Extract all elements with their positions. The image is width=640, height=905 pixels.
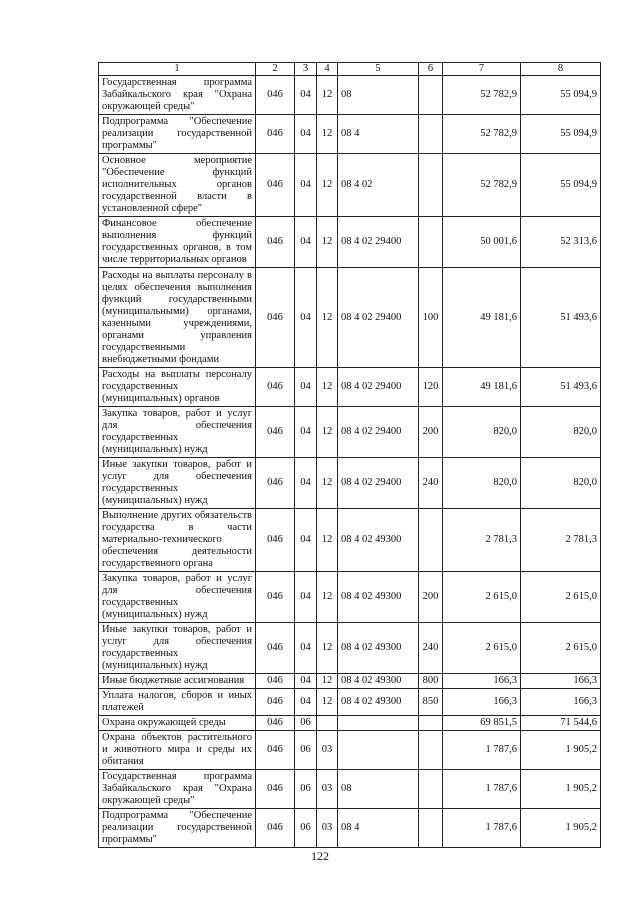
row-name-cell: Подпрограмма "Обеспечение реализации государственной программы" xyxy=(99,115,256,154)
row-amount-next-cell: 55 094,9 xyxy=(521,115,601,154)
row-amount-next-cell: 1 905,2 xyxy=(521,809,601,848)
row-amount-next-cell: 51 493,6 xyxy=(521,268,601,368)
row-subsection-cell: 12 xyxy=(317,674,338,689)
row-section-cell: 06 xyxy=(295,770,317,809)
row-amount-cell: 820,0 xyxy=(443,458,521,509)
row-subsection-cell: 12 xyxy=(317,154,338,217)
row-section-cell: 04 xyxy=(295,217,317,268)
page-number: 122 xyxy=(311,849,329,863)
row-section-cell: 04 xyxy=(295,689,317,716)
column-header: 5 xyxy=(338,63,419,76)
row-amount-cell: 2 781,3 xyxy=(443,509,521,572)
table-row xyxy=(99,623,601,674)
row-name-cell: Закупка товаров, работ и услуг для обеспечения государственных (муниципальных) нужд xyxy=(99,407,256,458)
row-expense-type-cell: 800 xyxy=(419,674,443,689)
row-section-cell: 04 xyxy=(295,509,317,572)
row-subsection-cell: 12 xyxy=(317,368,338,407)
row-expense-type-cell: 240 xyxy=(419,458,443,509)
row-expense-type-cell xyxy=(419,731,443,770)
row-target-article-cell: 08 4 02 49300 xyxy=(338,509,419,572)
row-expense-type-cell xyxy=(419,509,443,572)
row-amount-cell: 2 615,0 xyxy=(443,623,521,674)
column-header: 4 xyxy=(317,63,338,76)
row-subsection-cell: 12 xyxy=(317,76,338,115)
row-amount-next-cell: 820,0 xyxy=(521,407,601,458)
table-row xyxy=(99,268,601,368)
row-name-cell: Расходы на выплаты персоналу государственных (муниципальных) органов xyxy=(99,368,256,407)
row-code-cell: 046 xyxy=(256,623,295,674)
table-row xyxy=(99,572,601,623)
row-target-article-cell: 08 4 xyxy=(338,115,419,154)
row-subsection-cell: 12 xyxy=(317,115,338,154)
row-target-article-cell: 08 xyxy=(338,76,419,115)
column-header: 8 xyxy=(521,63,601,76)
table-row xyxy=(99,154,601,217)
column-header: 3 xyxy=(295,63,317,76)
budget-table xyxy=(98,62,601,848)
row-target-article-cell: 08 4 02 29400 xyxy=(338,217,419,268)
row-code-cell: 046 xyxy=(256,268,295,368)
row-code-cell: 046 xyxy=(256,407,295,458)
row-name-cell: Расходы на выплаты персоналу в целях обеспечения выполнения функций государственными (муниципальными) органами, казенными учреждениями, органами управления государственными внебюджетными фондами xyxy=(99,268,256,368)
row-code-cell: 046 xyxy=(256,217,295,268)
row-amount-cell: 166,3 xyxy=(443,689,521,716)
row-amount-cell: 1 787,6 xyxy=(443,770,521,809)
row-name-cell: Финансовое обеспечение выполнения функций государственных органов, в том числе территориальных органов xyxy=(99,217,256,268)
row-name-cell: Закупка товаров, работ и услуг для обеспечения государственных (муниципальных) нужд xyxy=(99,572,256,623)
row-amount-cell: 49 181,6 xyxy=(443,368,521,407)
table-row xyxy=(99,509,601,572)
row-expense-type-cell: 200 xyxy=(419,572,443,623)
column-header: 2 xyxy=(256,63,295,76)
row-code-cell: 046 xyxy=(256,115,295,154)
row-code-cell: 046 xyxy=(256,76,295,115)
row-expense-type-cell xyxy=(419,154,443,217)
table-row xyxy=(99,674,601,689)
row-code-cell: 046 xyxy=(256,509,295,572)
row-section-cell: 06 xyxy=(295,716,317,731)
row-code-cell: 046 xyxy=(256,716,295,731)
table-row xyxy=(99,731,601,770)
row-expense-type-cell: 200 xyxy=(419,407,443,458)
column-header: 6 xyxy=(419,63,443,76)
row-expense-type-cell: 850 xyxy=(419,689,443,716)
row-target-article-cell: 08 4 02 49300 xyxy=(338,572,419,623)
row-amount-next-cell: 52 313,6 xyxy=(521,217,601,268)
row-section-cell: 04 xyxy=(295,407,317,458)
row-name-cell: Государственная программа Забайкальского края "Охрана окружающей среды" xyxy=(99,76,256,115)
row-code-cell: 046 xyxy=(256,689,295,716)
row-subsection-cell: 03 xyxy=(317,770,338,809)
row-name-cell: Выполнение других обязательств государства в части материально-технического обеспечения деятельности государственного органа xyxy=(99,509,256,572)
row-amount-next-cell: 820,0 xyxy=(521,458,601,509)
row-target-article-cell xyxy=(338,731,419,770)
row-expense-type-cell xyxy=(419,716,443,731)
row-subsection-cell: 12 xyxy=(317,268,338,368)
row-target-article-cell: 08 4 02 49300 xyxy=(338,623,419,674)
row-amount-next-cell: 1 905,2 xyxy=(521,770,601,809)
row-subsection-cell: 12 xyxy=(317,509,338,572)
row-code-cell: 046 xyxy=(256,770,295,809)
row-amount-cell: 820,0 xyxy=(443,407,521,458)
row-amount-cell: 49 181,6 xyxy=(443,268,521,368)
row-code-cell: 046 xyxy=(256,674,295,689)
row-name-cell: Охрана объектов растительного и животного мира и среды их обитания xyxy=(99,731,256,770)
row-section-cell: 04 xyxy=(295,115,317,154)
row-subsection-cell: 03 xyxy=(317,809,338,848)
row-subsection-cell: 12 xyxy=(317,407,338,458)
row-amount-next-cell: 2 781,3 xyxy=(521,509,601,572)
row-expense-type-cell: 120 xyxy=(419,368,443,407)
table-row xyxy=(99,689,601,716)
table-row xyxy=(99,407,601,458)
row-amount-next-cell: 166,3 xyxy=(521,674,601,689)
table-row xyxy=(99,368,601,407)
row-amount-cell: 50 001,6 xyxy=(443,217,521,268)
row-section-cell: 04 xyxy=(295,268,317,368)
row-code-cell: 046 xyxy=(256,731,295,770)
row-target-article-cell xyxy=(338,716,419,731)
row-section-cell: 04 xyxy=(295,674,317,689)
row-amount-next-cell: 1 905,2 xyxy=(521,731,601,770)
row-amount-next-cell: 166,3 xyxy=(521,689,601,716)
row-code-cell: 046 xyxy=(256,572,295,623)
row-subsection-cell: 12 xyxy=(317,572,338,623)
row-target-article-cell: 08 4 02 29400 xyxy=(338,458,419,509)
row-expense-type-cell xyxy=(419,76,443,115)
row-name-cell: Основное мероприятие "Обеспечение функций исполнительных органов государственной власти в установленной сфере" xyxy=(99,154,256,217)
row-amount-next-cell: 2 615,0 xyxy=(521,623,601,674)
row-target-article-cell: 08 4 02 29400 xyxy=(338,368,419,407)
row-amount-next-cell: 2 615,0 xyxy=(521,572,601,623)
row-name-cell: Подпрограмма "Обеспечение реализации государственной программы" xyxy=(99,809,256,848)
row-amount-cell: 166,3 xyxy=(443,674,521,689)
row-section-cell: 06 xyxy=(295,809,317,848)
row-expense-type-cell xyxy=(419,770,443,809)
row-name-cell: Государственная программа Забайкальского края "Охрана окружающей среды" xyxy=(99,770,256,809)
row-section-cell: 04 xyxy=(295,458,317,509)
row-section-cell: 04 xyxy=(295,623,317,674)
row-code-cell: 046 xyxy=(256,458,295,509)
table-row xyxy=(99,76,601,115)
row-section-cell: 04 xyxy=(295,368,317,407)
row-target-article-cell: 08 4 xyxy=(338,809,419,848)
row-amount-cell: 52 782,9 xyxy=(443,115,521,154)
row-code-cell: 046 xyxy=(256,809,295,848)
row-amount-next-cell: 55 094,9 xyxy=(521,154,601,217)
table-header-row xyxy=(99,63,601,76)
row-amount-cell: 1 787,6 xyxy=(443,809,521,848)
row-subsection-cell: 12 xyxy=(317,689,338,716)
row-name-cell: Иные бюджетные ассигнования xyxy=(99,674,256,689)
table-row xyxy=(99,770,601,809)
column-header: 7 xyxy=(443,63,521,76)
row-expense-type-cell xyxy=(419,115,443,154)
row-section-cell: 04 xyxy=(295,572,317,623)
row-target-article-cell: 08 4 02 49300 xyxy=(338,674,419,689)
row-amount-cell: 52 782,9 xyxy=(443,76,521,115)
row-subsection-cell: 12 xyxy=(317,623,338,674)
row-target-article-cell: 08 4 02 xyxy=(338,154,419,217)
row-section-cell: 06 xyxy=(295,731,317,770)
table-row xyxy=(99,217,601,268)
row-target-article-cell: 08 4 02 29400 xyxy=(338,407,419,458)
row-expense-type-cell xyxy=(419,809,443,848)
row-subsection-cell: 12 xyxy=(317,458,338,509)
column-header: 1 xyxy=(99,63,256,76)
row-amount-next-cell: 71 544,6 xyxy=(521,716,601,731)
row-subsection-cell: 12 xyxy=(317,217,338,268)
row-amount-next-cell: 55 094,9 xyxy=(521,76,601,115)
row-target-article-cell: 08 4 02 29400 xyxy=(338,268,419,368)
row-name-cell: Уплата налогов, сборов и иных платежей xyxy=(99,689,256,716)
row-expense-type-cell: 100 xyxy=(419,268,443,368)
row-subsection-cell xyxy=(317,716,338,731)
table-row xyxy=(99,716,601,731)
row-subsection-cell: 03 xyxy=(317,731,338,770)
row-name-cell: Иные закупки товаров, работ и услуг для обеспечения государственных (муниципальных) нужд xyxy=(99,623,256,674)
row-amount-next-cell: 51 493,6 xyxy=(521,368,601,407)
row-target-article-cell: 08 xyxy=(338,770,419,809)
table-row xyxy=(99,809,601,848)
row-amount-cell: 2 615,0 xyxy=(443,572,521,623)
table-row xyxy=(99,115,601,154)
row-target-article-cell: 08 4 02 49300 xyxy=(338,689,419,716)
row-amount-cell: 52 782,9 xyxy=(443,154,521,217)
row-amount-cell: 1 787,6 xyxy=(443,731,521,770)
row-amount-cell: 69 851,5 xyxy=(443,716,521,731)
table-row xyxy=(99,458,601,509)
row-section-cell: 04 xyxy=(295,154,317,217)
row-section-cell: 04 xyxy=(295,76,317,115)
row-code-cell: 046 xyxy=(256,368,295,407)
row-name-cell: Охрана окружающей среды xyxy=(99,716,256,731)
row-expense-type-cell: 240 xyxy=(419,623,443,674)
row-expense-type-cell xyxy=(419,217,443,268)
row-code-cell: 046 xyxy=(256,154,295,217)
row-name-cell: Иные закупки товаров, работ и услуг для обеспечения государственных (муниципальных) нужд xyxy=(99,458,256,509)
